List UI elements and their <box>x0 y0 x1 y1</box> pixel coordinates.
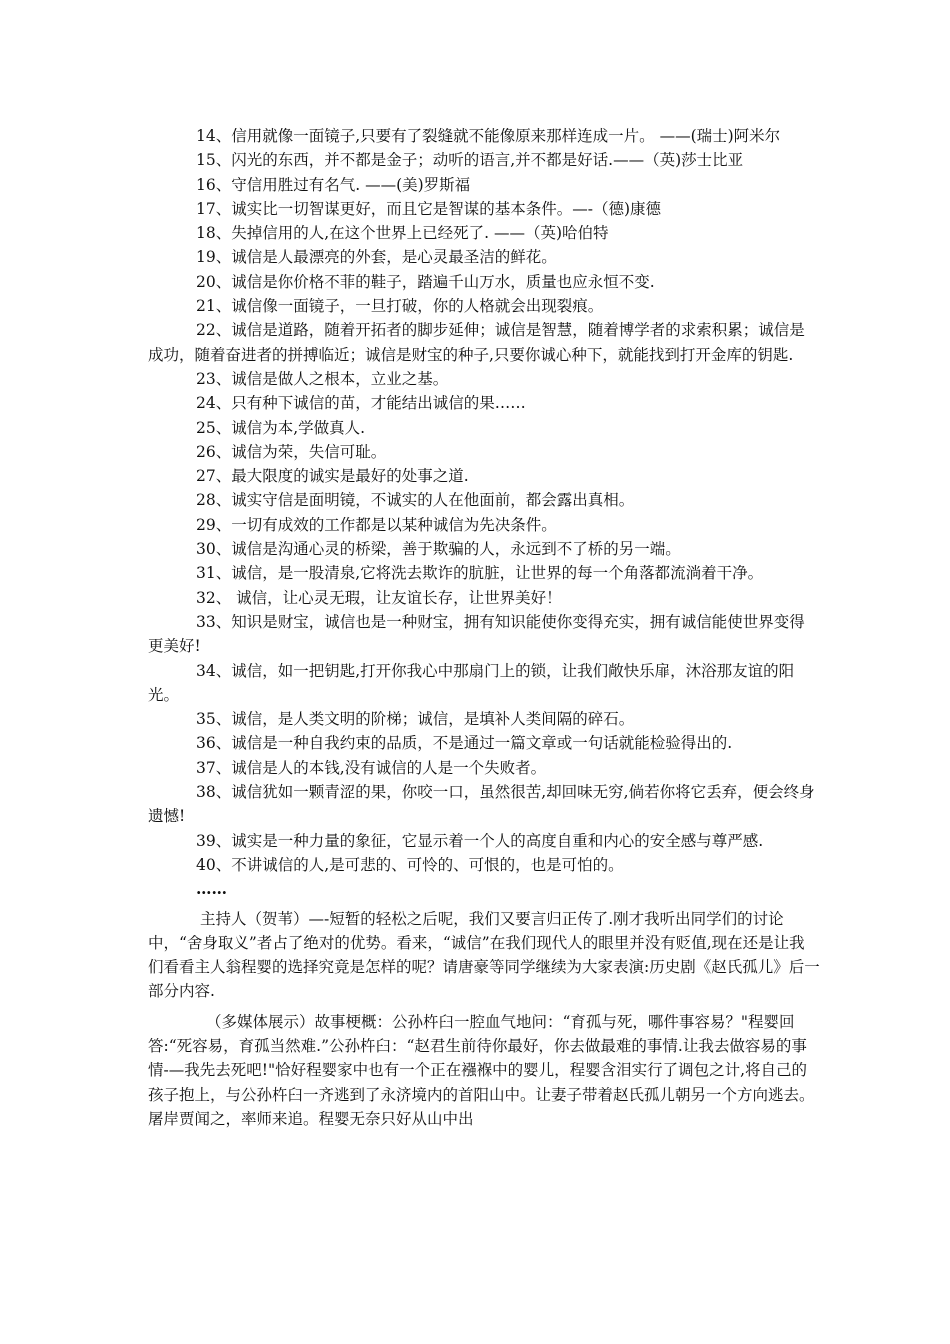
quote-39: 39、诚实是一种力量的象征，它显示着一个人的高度自重和内心的安全感与尊严感. <box>196 831 764 850</box>
quote-31: 31、诚信，是一股清泉,它将洗去欺诈的肮脏，让世界的每一个角落都流淌着干净。 <box>196 564 764 583</box>
quote-29: 29、一切有成效的工作都是以某种诚信为先决条件。 <box>196 515 557 534</box>
quote-37: 37、诚信是人的本钱,没有诚信的人是一个失败者。 <box>196 758 547 777</box>
quote-35: 35、诚信，是人类文明的阶梯；诚信，是填补人类间隔的碎石。 <box>196 710 635 729</box>
quote-30: 30、诚信是沟通心灵的桥梁，善于欺骗的人，永远到不了桥的另一端。 <box>196 540 681 559</box>
quote-34: 34、诚信，如一把钥匙,打开你我心中那扇门上的锁，让我们敞快乐扉，沐浴那友谊的阳光。 <box>148 661 795 704</box>
quote-40: 40、不讲诚信的人,是可悲的、可怜的、可恨的，也是可怕的。 <box>196 855 624 874</box>
quote-17: 17、诚实比一切智谋更好，而且它是智谋的基本条件。—-（德)康德 <box>196 199 662 218</box>
document-body <box>148 124 820 1131</box>
quote-32: 32、 诚信，让心灵无瑕，让友谊长存，让世界美好！ <box>196 588 562 607</box>
quote-15: 15、闪光的东西，并不都是金子；动听的语言,并不都是好话.——（英)莎士比亚 <box>196 151 744 170</box>
quote-21: 21、诚信像一面镜子，一旦打破，你的人格就会出现裂痕。 <box>196 297 604 316</box>
quote-20: 20、诚信是你价格不菲的鞋子，踏遍千山万水，质量也应永恒不变. <box>196 272 655 291</box>
quote-26: 26、诚信为荣，失信可耻。 <box>196 442 387 461</box>
quote-18: 18、失掉信用的人,在这个世界上已经死了. ——（英)哈伯特 <box>196 224 609 243</box>
quote-33: 33、知识是财宝，诚信也是一种财宝，拥有知识能使你变得充实，拥有诚信能使世界变得更美好! <box>148 612 805 656</box>
quote-14: 14、信用就像一面镜子,只要有了裂缝就不能像原来那样连成一片。 ——(瑞士)阿米尔 <box>196 127 781 145</box>
quote-38: 38、诚信犹如一颗青涩的果，你咬一口，虽然很苦,却回味无穷,倘若你将它丢弃，便会终身遗憾! <box>148 783 815 826</box>
quote-23: 23、诚信是做人之根本，立业之基。 <box>196 369 449 388</box>
media-paragraph: （多媒体展示）故事梗概：公孙杵臼一腔血气地问：“育孤与死，哪件事容易？"程婴回答:“死容易，育孤当然难.”公孙杵臼：“赵君生前待你最好，你去做最难的事情.让我去做容易的事情-—我先去死吧!"恰好程婴家中也有一个正在襁褓中的婴儿，程婴含泪实行了调包之计,将自己的孩子抱上，与公孙杵臼一齐逃到了永济境内的首阳山中。让妻子带着赵氏孤儿朝另一个方向逃去。屠岸贾闻之，率师来追。程婴无奈只好从山中出 <box>148 1012 815 1128</box>
quote-36: 36、诚信是一种自我约束的品质，不是通过一篇文章或一句话就能检验得出的. <box>196 734 733 753</box>
quote-27: 27、最大限度的诚实是最好的处事之道. <box>196 467 469 486</box>
quote-25: 25、诚信为本,学做真人. <box>196 418 366 437</box>
quote-22: 22、诚信是道路，随着开拓者的脚步延伸；诚信是智慧，随着博学者的求索积累；诚信是成功，随着奋进者的拼搏临近；诚信是财宝的种子,只要你诚心种下，就能找到打开金库的钥匙. <box>148 321 805 364</box>
quote-16: 16、守信用胜过有名气. ——(美)罗斯福 <box>196 175 471 194</box>
ellipsis: …… <box>196 879 227 899</box>
quote-28: 28、诚实守信是面明镜，不诚实的人在他面前，都会露出真相。 <box>196 491 635 510</box>
quote-19: 19、诚信是人最漂亮的外套，是心灵最圣洁的鲜花。 <box>196 248 557 267</box>
host-paragraph: 主持人（贺苇）—-短暂的轻松之后呢，我们又要言归正传了.刚才我听出同学们的讨论中，“舍身取义”者占了绝对的优势。看来，“诚信”在我们现代人的眼里并没有贬值,现在还是让我们看看主人翁程婴的选择究竟是怎样的呢？请唐豪等同学继续为大家表演:历史剧《赵氏孤儿》后一部分内容. <box>148 909 820 1001</box>
quote-24: 24、只有种下诚信的苗，才能结出诚信的果…… <box>196 394 526 413</box>
